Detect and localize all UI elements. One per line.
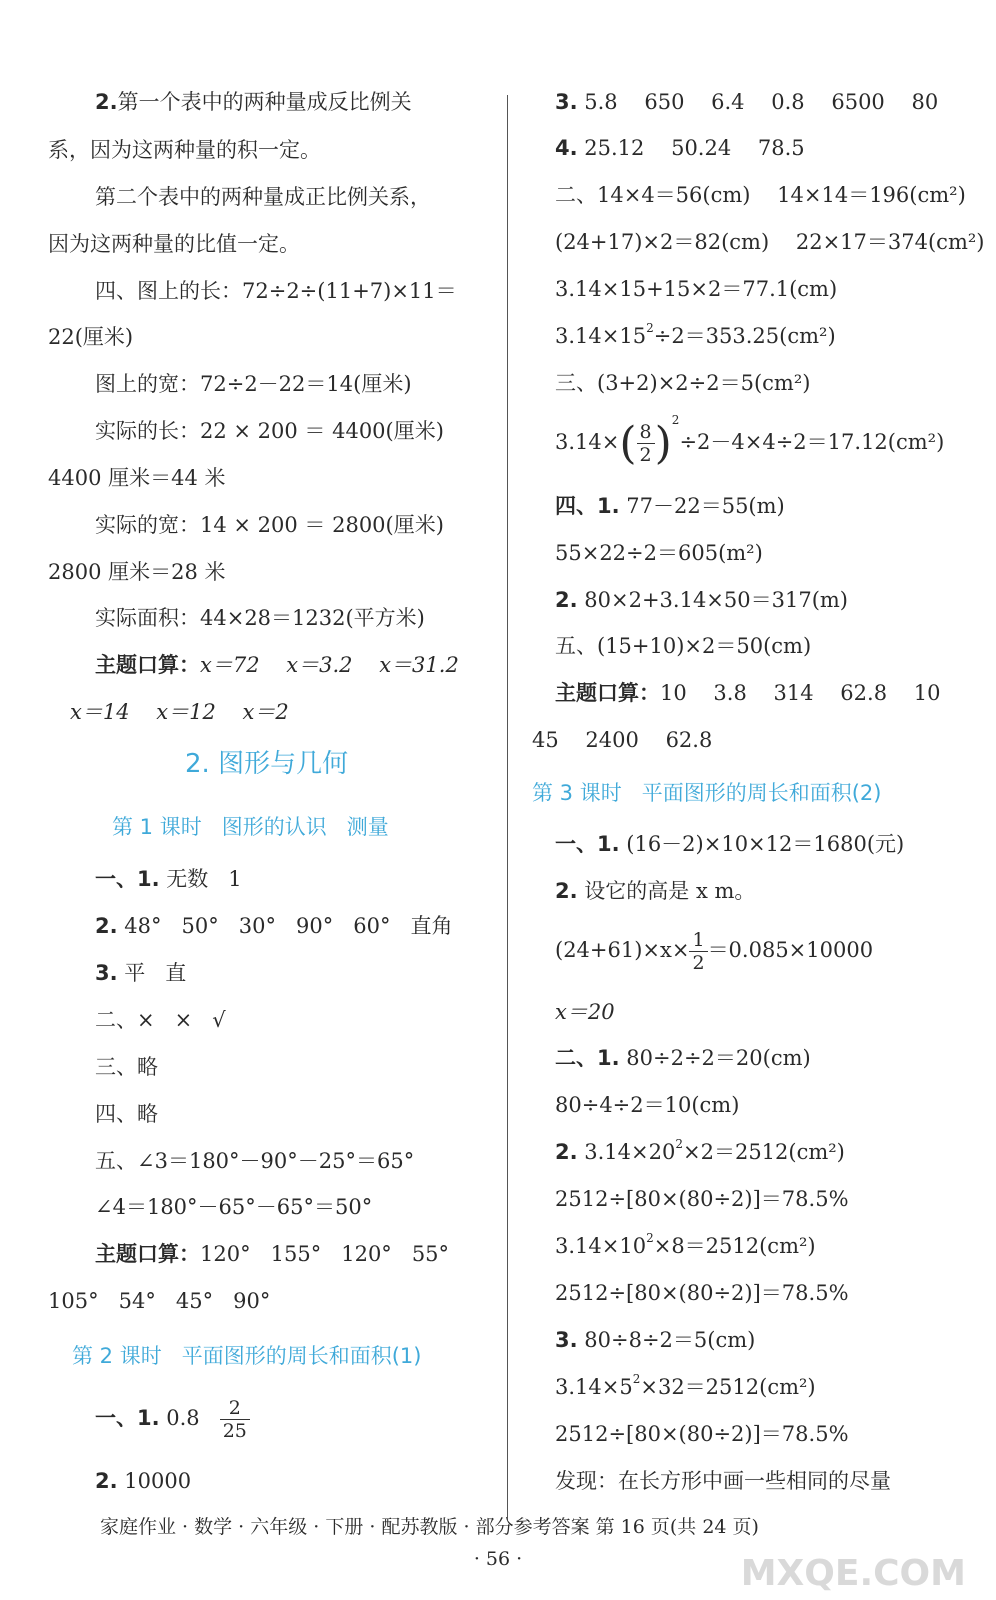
- item-number: 2.: [555, 879, 578, 903]
- fraction-denominator: 2: [692, 952, 705, 974]
- answer-text: 无数 1: [159, 867, 242, 891]
- answer-line: [95, 1394, 250, 1442]
- answer-line: ∠4＝180°－65°－65°＝50°: [95, 1195, 373, 1219]
- oral-calc-label: 主题口算：: [95, 653, 200, 677]
- answer-text: ×32＝2512(cm²): [640, 1375, 816, 1399]
- fraction-denominator: 25: [222, 1420, 247, 1442]
- answer-line: 四、略: [95, 1102, 158, 1126]
- answer-text: 3.14×15: [555, 324, 647, 348]
- answer-line: 80÷4÷2＝10(cm): [555, 1093, 740, 1117]
- answer-text: 77－22＝55(m): [619, 494, 785, 518]
- watermark: MXQE.COM: [740, 1553, 966, 1594]
- answer-text: 设它的高是 x m。: [577, 879, 756, 903]
- item-number: 2.: [95, 90, 118, 114]
- item-number: 一、1.: [95, 867, 160, 891]
- answer-line: 3.14×15+15×2＝77.1(cm): [555, 277, 838, 301]
- answer-line: [555, 492, 785, 520]
- item-number: 四、1.: [555, 494, 620, 518]
- answer-line: 二、× × √: [95, 1008, 226, 1032]
- answer-line: x＝14 x＝12 x＝2: [70, 700, 289, 724]
- answer-line: [555, 586, 848, 614]
- answer-line: [555, 88, 938, 116]
- answer-text: 10000: [117, 1469, 192, 1493]
- answer-line: [95, 959, 186, 987]
- left-paren: (: [619, 417, 637, 469]
- fraction: [689, 929, 707, 974]
- exponent: 2: [632, 1372, 641, 1386]
- answer-text: 80×2+3.14×50＝317(m): [577, 588, 848, 612]
- answer-line: 22(厘米): [48, 325, 134, 349]
- answer-line: 第二个表中的两种量成正比例关系，: [95, 185, 431, 209]
- answer-line: [555, 877, 755, 905]
- answer-line: [95, 88, 412, 116]
- answer-line: 45 2400 62.8: [532, 728, 713, 752]
- answer-text: 120° 155° 120° 55°: [200, 1242, 450, 1266]
- page-number: · 56 ·: [473, 1548, 523, 1570]
- column-divider: [507, 95, 508, 1520]
- item-number: 二、1.: [555, 1046, 620, 1070]
- answer-text: ×8＝2512(cm²): [653, 1234, 816, 1258]
- answer-line: 发现：在长方形中画一些相同的尽量: [555, 1469, 891, 1493]
- item-number: 2.: [555, 588, 578, 612]
- answer-line: [555, 414, 944, 470]
- answer-line: [555, 322, 836, 350]
- answer-line: 三、略: [95, 1055, 158, 1079]
- answer-line: 系，因为这两种量的积一定。: [48, 138, 321, 162]
- answer-text: 10 3.8 314 62.8 10: [660, 681, 941, 705]
- answer-text: 0.8: [159, 1406, 200, 1430]
- item-number: 2.: [555, 1140, 578, 1164]
- item-number: 3.: [555, 90, 578, 114]
- exponent: 2: [671, 413, 680, 427]
- fraction-numerator: 8: [637, 421, 655, 444]
- answer-text: 第一个表中的两种量成反比例关: [117, 90, 412, 114]
- answer-line: 实际的长：22 × 200 ＝ 4400(厘米): [95, 419, 444, 443]
- fraction: [220, 1397, 250, 1442]
- answer-text: ＝0.085×10000: [707, 938, 874, 962]
- answer-text: 平 直: [117, 961, 187, 985]
- item-number: 一、1.: [555, 832, 620, 856]
- lesson-title: 第 3 课时 平面图形的周长和面积(2): [532, 781, 882, 805]
- answer-text: ÷2－4×4÷2＝17.12(cm²): [679, 430, 945, 454]
- oral-calc-label: 主题口算：: [555, 681, 660, 705]
- answer-line: 实际面积：44×28＝1232(平方米): [95, 606, 425, 630]
- answer-line: 2512÷[80×(80÷2)]＝78.5%: [555, 1422, 849, 1446]
- answer-line: [555, 1373, 816, 1401]
- answer-text: 3.14×5: [555, 1375, 633, 1399]
- section-title: 2. 图形与几何: [185, 749, 349, 779]
- answer-text: 3.14×10: [555, 1234, 647, 1258]
- fraction-denominator: 2: [639, 444, 652, 466]
- answer-line: [95, 865, 242, 893]
- answer-line: 图上的宽：72÷2－22＝14(厘米): [95, 372, 412, 396]
- answer-line: [555, 925, 873, 975]
- answer-line: [95, 912, 453, 940]
- answer-text: ÷2＝353.25(cm²): [653, 324, 836, 348]
- answer-line: 2800 厘米＝28 米: [48, 560, 226, 584]
- item-number: 3.: [555, 1328, 578, 1352]
- answer-line: (24+17)×2＝82(cm) 22×17＝374(cm²): [555, 230, 985, 254]
- exponent: 2: [646, 1231, 654, 1245]
- answer-line: 四、图上的长：72÷2÷(11+7)×11＝: [95, 279, 457, 303]
- fraction-numerator: 1: [689, 929, 707, 952]
- answer-line: [555, 830, 904, 858]
- answer-line: 五、(15+10)×2＝50(cm): [555, 634, 812, 658]
- answer-text: 48° 50° 30° 90° 60° 直角: [117, 914, 453, 938]
- answer-text: (24+61)×x×: [555, 938, 690, 962]
- answer-text: 5.8 650 6.4 0.8 6500 80: [577, 90, 939, 114]
- exponent: 2: [675, 1137, 683, 1151]
- item-number: 2.: [95, 914, 118, 938]
- answer-text: 80÷2÷2＝20(cm): [619, 1046, 811, 1070]
- answer-line: 4400 厘米＝44 米: [48, 466, 226, 490]
- right-paren: ): [654, 417, 672, 469]
- answer-text: (16－2)×10×12＝1680(元): [619, 832, 905, 856]
- fraction: [637, 421, 655, 466]
- oral-calc-line: [95, 1240, 449, 1268]
- answer-text: 25.12 50.24 78.5: [577, 136, 805, 160]
- answer-line: x＝20: [555, 1000, 615, 1024]
- lesson-title: 第 2 课时 平面图形的周长和面积(1): [72, 1344, 422, 1368]
- answer-line: 55×22÷2＝605(m²): [555, 541, 763, 565]
- exponent: 2: [646, 321, 654, 335]
- answer-line: [555, 1044, 811, 1072]
- item-number: 4.: [555, 136, 578, 160]
- answer-line: 2512÷[80×(80÷2)]＝78.5%: [555, 1281, 849, 1305]
- answer-text: 80÷8÷2＝5(cm): [577, 1328, 756, 1352]
- answer-line: 实际的宽：14 × 200 ＝ 2800(厘米): [95, 513, 444, 537]
- answer-line: 因为这两种量的比值一定。: [48, 232, 300, 256]
- answer-line: 五、∠3＝180°－90°－25°＝65°: [95, 1149, 415, 1173]
- oral-calc-line: [555, 679, 941, 707]
- answer-line: [95, 1467, 191, 1495]
- answer-text: x＝72 x＝3.2 x＝31.2: [200, 653, 459, 677]
- item-number: 3.: [95, 961, 118, 985]
- fraction-numerator: 2: [220, 1397, 250, 1420]
- oral-calc-label: 主题口算：: [95, 1242, 200, 1266]
- answer-line: [555, 1232, 816, 1260]
- answer-line: [555, 1326, 755, 1354]
- item-number: 2.: [95, 1469, 118, 1493]
- answer-text: 3.14×: [555, 430, 620, 454]
- page-footer: 家庭作业 · 数学 · 六年级 · 下册 · 配苏教版 · 部分参考答案 第 16 页(共 24 页): [100, 1516, 759, 1538]
- answer-text: 3.14×20: [577, 1140, 676, 1164]
- answer-line: 二、14×4＝56(cm) 14×14＝196(cm²): [555, 183, 966, 207]
- answer-line: 三、(3+2)×2÷2＝5(cm²): [555, 371, 811, 395]
- answer-line: [555, 1138, 845, 1166]
- oral-calc-line: [95, 651, 459, 679]
- lesson-title: 第 1 课时 图形的认识 测量: [112, 815, 389, 839]
- answer-line: 105° 54° 45° 90°: [48, 1289, 271, 1313]
- answer-line: 2512÷[80×(80÷2)]＝78.5%: [555, 1187, 849, 1211]
- item-number: 一、1.: [95, 1406, 160, 1430]
- answer-line: [555, 134, 805, 162]
- answer-text: ×2＝2512(cm²): [683, 1140, 845, 1164]
